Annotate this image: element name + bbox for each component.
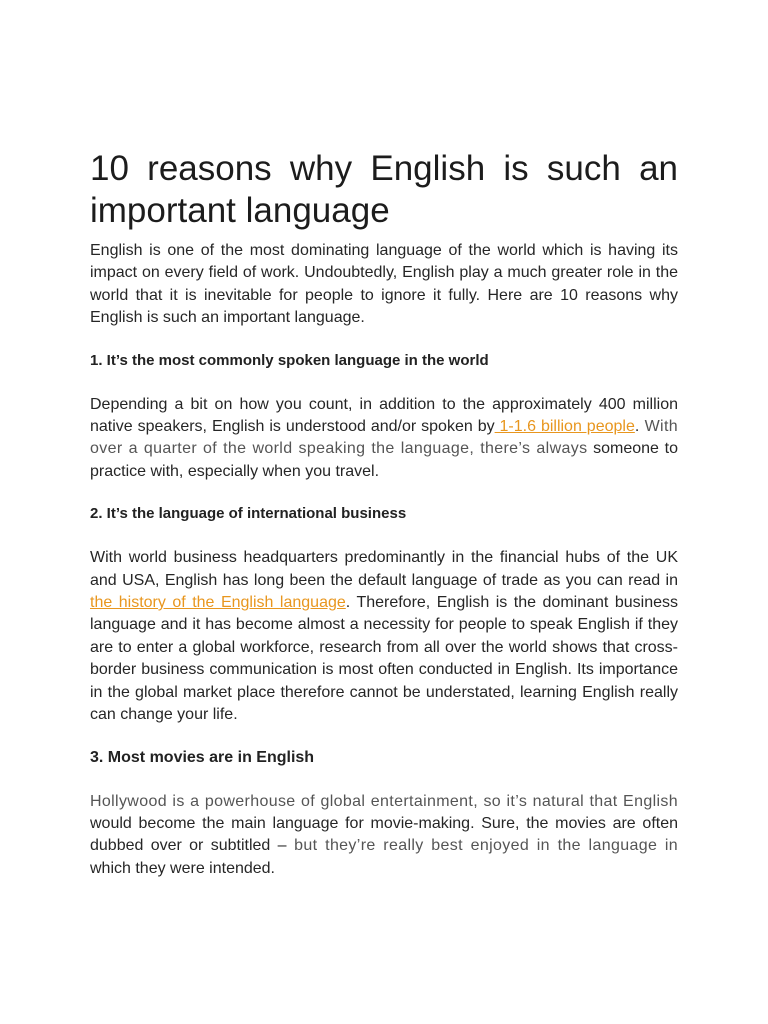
section-2-paragraph <box>90 547 678 726</box>
section-3-text-mid: would become the main language for movie-making. Sure, the movies are often dubbed over or subtitled – <box>90 814 678 855</box>
section-1-heading: 1. It’s the most commonly spoken language in the world <box>90 351 489 369</box>
section-1-text-after: . <box>634 418 640 436</box>
section-2-text-after: . Therefore, English is the dominant business language and it has become almost a necessity for people to speak English if they are to enter a global workforce, research from all over the world shows that cross-border business communication is most often conducted in English. Its importance in the global market place therefore cannot be understated, learning English really can change your life. <box>90 594 678 724</box>
section-2-heading: 2. It’s the language of international business <box>90 505 407 523</box>
section-2-text: With world business headquarters predominantly in the financial hubs of the UK and USA, English has long been the default language of trade as you can read in <box>90 549 678 589</box>
billion-people-link[interactable]: 1-1.6 billion people <box>494 418 635 436</box>
section-3-paragraph <box>90 791 678 881</box>
section-1-text-light: With over a quarter of the world speaking the language, there’s always <box>90 418 678 458</box>
section-1-paragraph <box>90 394 678 484</box>
english-history-link[interactable]: the history of the English language <box>90 594 346 612</box>
article-intro: English is one of the most dominating language of the world which is having its impact on every field of work. Undoubtedly, English play a much greater role in the world that it is inevitable for people to ignore it fully. Here are 10 reasons why English is such an important language. <box>90 242 678 327</box>
article <box>90 148 678 880</box>
section-3-text-light: Hollywood is a powerhouse of global entertainment, so it’s natural that English <box>90 792 678 810</box>
section-3-heading: 3. Most movies are in English <box>90 748 315 766</box>
section-1-text-tail: someone to practice with, especially when you travel. <box>90 440 678 480</box>
section-1-text: Depending a bit on how you count, in addition to the approximately 400 million native speakers, English is understood and/or spoken by <box>90 395 678 436</box>
section-3-text-tail: which they were intended. <box>90 859 275 877</box>
article-title: 10 reasons why English is such an important language <box>90 149 678 230</box>
section-3-text-light-2: but they’re really best enjoyed in the language in <box>286 837 679 855</box>
